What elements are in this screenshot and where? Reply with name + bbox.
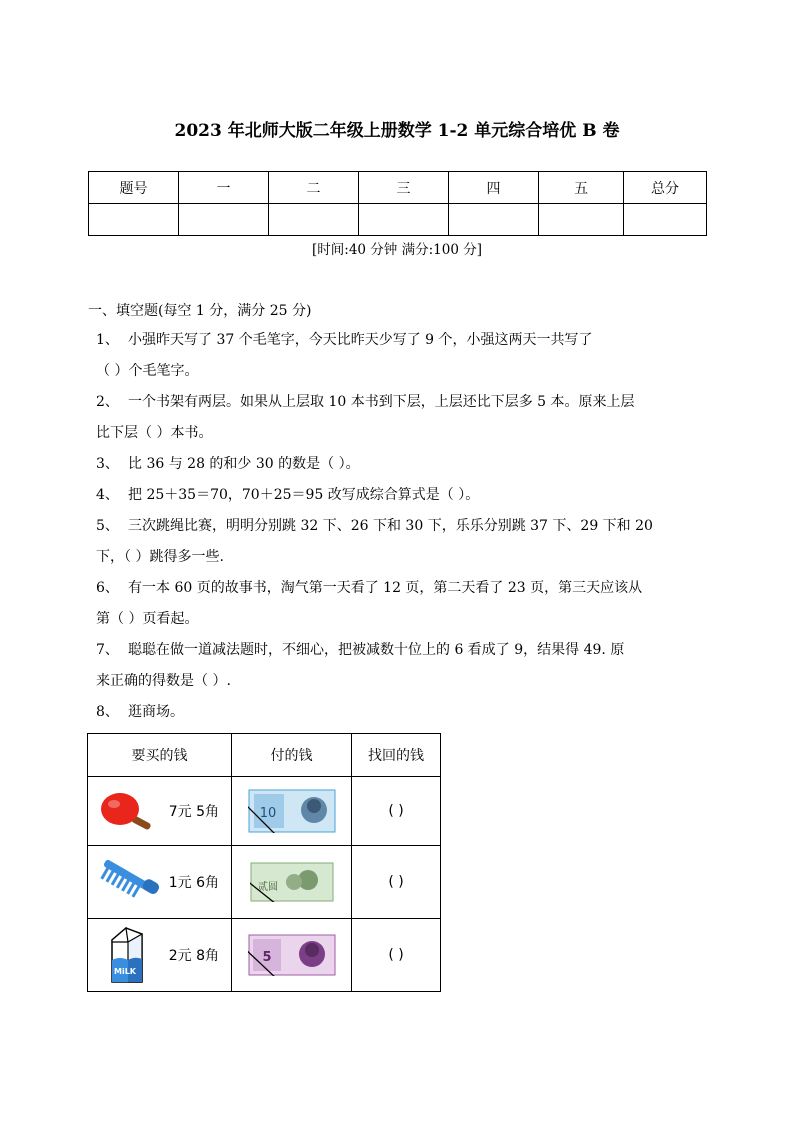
change-answer-cell[interactable]: ( ) bbox=[352, 777, 441, 846]
carton-label: MiLK bbox=[114, 967, 136, 976]
score-entry-cell[interactable] bbox=[539, 204, 624, 236]
score-header-cell: 五 bbox=[539, 172, 624, 204]
shopping-row bbox=[88, 919, 441, 992]
question-number: 5、 bbox=[96, 518, 119, 534]
score-header-cell: 四 bbox=[449, 172, 539, 204]
question-text: 小强昨天写了 37 个毛笔字，今天比昨天少写了 9 个，小强这两天一共写了 bbox=[128, 332, 593, 348]
question-3 bbox=[96, 449, 704, 480]
note-value: 5 bbox=[261, 950, 272, 965]
score-header-row bbox=[89, 172, 707, 204]
score-header-cell: 一 bbox=[179, 172, 269, 204]
item-cell bbox=[88, 919, 232, 992]
question-text: 三次跳绳比赛，明明分别跳 32 下、26 下和 30 下，乐乐分别跳 37 下、29 下和 20 bbox=[128, 518, 653, 534]
exam-info: [时间:40 分钟 满分:100 分] bbox=[312, 242, 482, 258]
question-number: 1、 bbox=[96, 332, 119, 348]
payment-cell bbox=[232, 846, 352, 919]
question-number: 8、 bbox=[96, 704, 119, 720]
question-text: 把 25＋35＝70，70＋25＝95 改写成综合算式是（ ）。 bbox=[128, 487, 480, 503]
ping-pong-paddle-icon bbox=[98, 789, 158, 833]
comb-icon bbox=[94, 854, 160, 910]
score-header-cell: 二 bbox=[269, 172, 359, 204]
score-entry-cell[interactable] bbox=[359, 204, 449, 236]
question-2 bbox=[96, 387, 704, 449]
shopping-row bbox=[88, 846, 441, 919]
score-header-cell: 题号 bbox=[89, 172, 179, 204]
shopping-header-cell: 付的钱 bbox=[232, 734, 352, 777]
question-1 bbox=[96, 325, 704, 387]
question-8 bbox=[96, 697, 704, 728]
score-header-cell: 三 bbox=[359, 172, 449, 204]
score-entry-row bbox=[89, 204, 707, 236]
question-text: 下，（ ）跳得多一些. bbox=[96, 549, 224, 565]
question-text: 有一本 60 页的故事书，淘气第一天看了 12 页，第二天看了 23 页，第三天应该从 bbox=[128, 580, 643, 596]
question-4 bbox=[96, 480, 704, 511]
page-title: 2023 年北师大版二年级上册数学 1-2 单元综合培优 B 卷 bbox=[174, 121, 620, 141]
shopping-row bbox=[88, 777, 441, 846]
shopping-header-cell: 找回的钱 bbox=[352, 734, 441, 777]
item-cell bbox=[88, 846, 232, 919]
shopping-header-row bbox=[88, 734, 441, 777]
question-7 bbox=[96, 635, 704, 697]
question-number: 4、 bbox=[96, 487, 119, 503]
question-text: 比下层（ ）本书。 bbox=[96, 425, 213, 441]
question-number: 2、 bbox=[96, 394, 119, 410]
score-entry-cell[interactable] bbox=[89, 204, 179, 236]
item-price: 2元 8角 bbox=[168, 948, 219, 964]
section-heading: 一、填空题(每空 1 分，满分 25 分) bbox=[88, 303, 312, 319]
payment-cell bbox=[232, 777, 352, 846]
five-yuan-note-icon bbox=[248, 934, 336, 976]
score-header-cell: 总分 bbox=[624, 172, 707, 204]
ten-yuan-note-icon bbox=[248, 789, 336, 833]
score-entry-cell[interactable] bbox=[624, 204, 707, 236]
change-answer-cell[interactable]: ( ) bbox=[352, 846, 441, 919]
score-entry-cell[interactable] bbox=[269, 204, 359, 236]
question-6 bbox=[96, 573, 704, 635]
question-text: 一个书架有两层。如果从上层取 10 本书到下层，上层还比下层多 5 本。原来上层 bbox=[128, 394, 635, 410]
question-number: 3、 bbox=[96, 456, 119, 472]
question-number: 6、 bbox=[96, 580, 119, 596]
item-cell bbox=[88, 777, 232, 846]
change-answer-cell[interactable]: ( ) bbox=[352, 919, 441, 992]
milk-carton-icon bbox=[106, 926, 148, 984]
item-price: 7元 5角 bbox=[168, 804, 219, 820]
two-yuan-note-icon bbox=[250, 862, 334, 902]
shopping-table bbox=[87, 733, 441, 992]
question-text: 聪聪在做一道减法题时，不细心，把被减数十位上的 6 看成了 9，结果得 49. 原 bbox=[128, 642, 625, 658]
shopping-header-cell: 要买的钱 bbox=[88, 734, 232, 777]
score-table bbox=[88, 171, 707, 236]
question-text: 来正确的得数是（ ）. bbox=[96, 673, 231, 689]
note-value: 贰圆 bbox=[257, 882, 278, 893]
question-5 bbox=[96, 511, 704, 573]
note-value: 10 bbox=[259, 806, 276, 821]
question-text: （ ）个毛笔字。 bbox=[96, 363, 199, 379]
score-entry-cell[interactable] bbox=[179, 204, 269, 236]
payment-cell bbox=[232, 919, 352, 992]
item-price: 1元 6角 bbox=[168, 875, 219, 891]
question-text: 比 36 与 28 的和少 30 的数是（ ）。 bbox=[128, 456, 360, 472]
score-entry-cell[interactable] bbox=[449, 204, 539, 236]
question-text: 逛商场。 bbox=[128, 704, 184, 720]
question-number: 7、 bbox=[96, 642, 119, 658]
question-text: 第（ ）页看起。 bbox=[96, 611, 199, 627]
